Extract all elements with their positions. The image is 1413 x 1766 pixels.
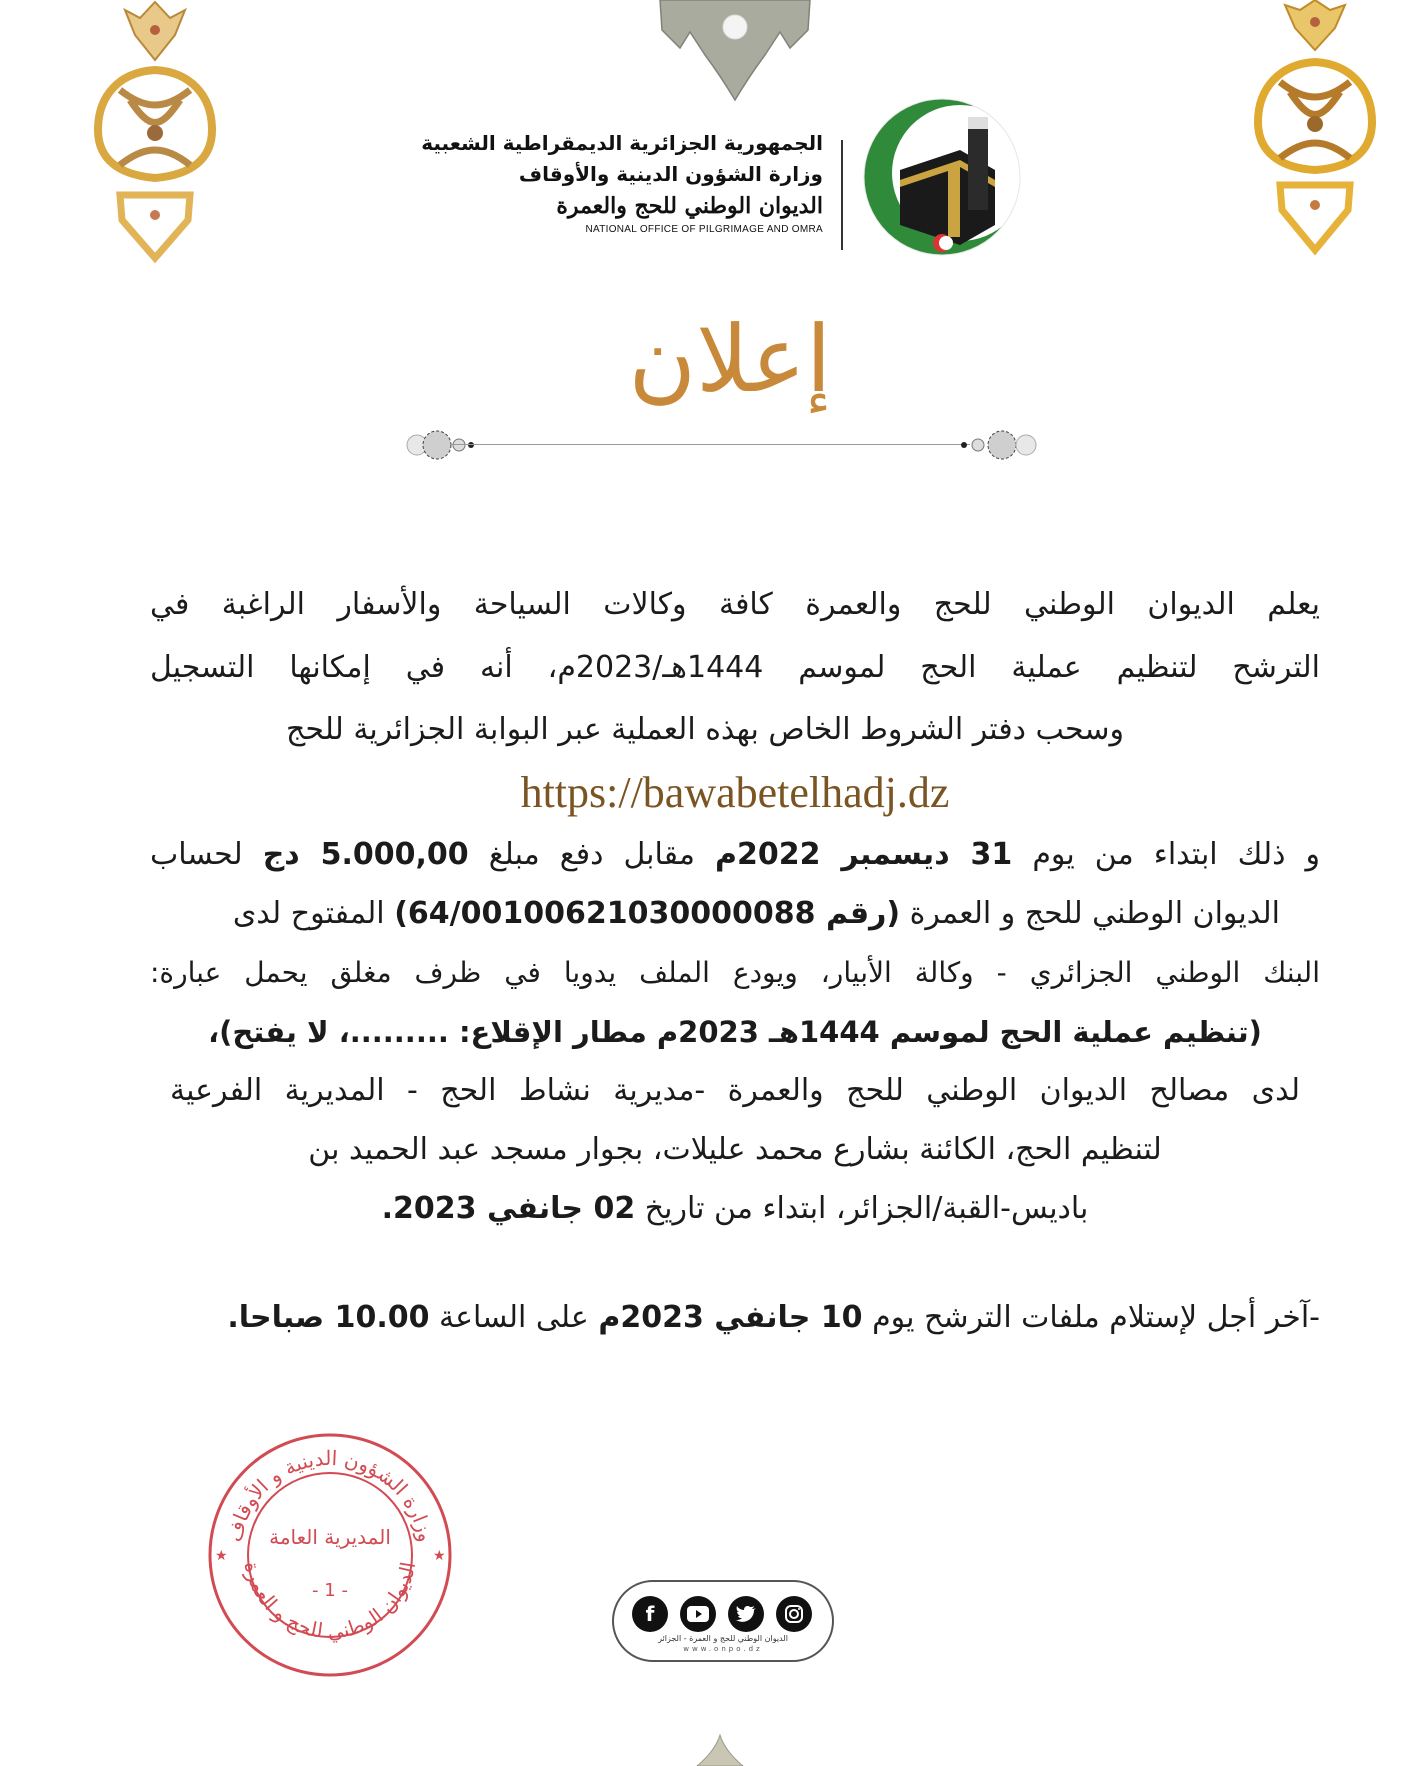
start-text: و ذلك ابتداء من يوم <box>1032 837 1320 872</box>
svg-text:الديوان الوطني للحج و العمرة <box>240 1560 421 1645</box>
stamp-outer-bottom: الديوان الوطني للحج و العمرة <box>239 1559 421 1644</box>
body-line-6 <box>150 892 1320 936</box>
republic-name: الجمهورية الجزائرية الديمقراطية الشعبية <box>421 131 823 155</box>
body-line-2: الترشح لتنظيم عملية الحج لموسم 1444هـ/2023م، أنه في إمكانها التسجيل <box>150 650 1320 685</box>
header-separator <box>841 140 843 250</box>
deadline-text: -آخر أجل لإستلام ملفات الترشح يوم <box>872 1300 1320 1335</box>
envelope-label: (تنظيم عملية الحج لموسم 1444هـ 2023م مطار الإقلاع: .........، لا يفتح)، <box>208 1015 1262 1049</box>
deadline-hour-text: على الساعة <box>439 1300 589 1335</box>
left-ornament-icon <box>90 0 220 270</box>
stamp-number: - 1 - <box>312 1580 348 1601</box>
payment-text: مقابل دفع مبلغ <box>488 837 695 872</box>
payment-amount: 5.000,00 دج <box>262 837 469 872</box>
bottom-ornament-icon <box>695 1733 745 1766</box>
social-media-bar <box>612 1580 834 1662</box>
svg-text:★: ★ <box>215 1548 228 1564</box>
divider-right-filigree-icon <box>960 428 1060 462</box>
svg-text:★: ★ <box>433 1548 446 1564</box>
start-date: 31 ديسمبر 2022م <box>714 837 1013 872</box>
title-divider <box>450 444 970 445</box>
top-center-ornament-icon <box>640 0 830 105</box>
stamp-outer-top: وزارة الشؤون الدينية و الأوقاف <box>221 1445 438 1545</box>
body-line-9: لدى مصالح الديوان الوطني للحج والعمرة -مديرية نشاط الحج - المديرية الفرعية <box>170 1073 1300 1108</box>
body-line-10: لتنظيم الحج، الكائنة بشارع محمد عليلات، بجوار مسجد عبد الحميد بن <box>308 1132 1162 1167</box>
divider-left-filigree-icon <box>405 428 475 462</box>
body-line-11 <box>150 1187 1320 1231</box>
body-line-5 <box>150 833 1320 877</box>
reception-start-date: 02 جانفي 2023. <box>381 1191 636 1226</box>
kaaba-crescent-logo-icon <box>860 95 1025 260</box>
deadline-date: 10 جانفي 2023م <box>598 1300 863 1335</box>
youtube-icon[interactable] <box>680 1596 716 1632</box>
social-caption: الديوان الوطني للحج و العمرة - الجزائر <box>658 1634 788 1643</box>
facebook-icon[interactable]: f <box>632 1596 668 1632</box>
instagram-icon[interactable] <box>776 1596 812 1632</box>
stamp-center: المديرية العامة <box>269 1525 391 1549</box>
account-text: لحساب <box>150 837 243 872</box>
account-number: (رقم 64/00100621030000088) <box>394 896 901 931</box>
body-line-7: البنك الوطني الجزائري - وكالة الأبيار، ويودع الملف يدويا في ظرف مغلق يحمل عبارة: <box>150 956 1320 989</box>
body-line-3: وسحب دفتر الشروط الخاص بهذه العملية عبر البوابة الجزائرية للحج <box>285 712 1125 747</box>
portal-link[interactable]: https://bawabetelhadj.dz <box>520 768 950 817</box>
deadline-hour: 10.00 صباحا. <box>227 1300 430 1335</box>
opened-at-text: المفتوح لدى <box>232 896 385 931</box>
ministry-name: وزارة الشؤون الدينية والأوقاف <box>518 162 823 186</box>
right-ornament-icon <box>1250 0 1380 260</box>
stamp-rings-icon <box>205 1430 455 1680</box>
website-address[interactable]: www.onpo.dz <box>683 1645 763 1653</box>
office-name-arabic: الديوان الوطني للحج والعمرة <box>556 193 823 219</box>
office-text: الديوان الوطني للحج و العمرة <box>909 896 1280 931</box>
header-text <box>403 128 823 237</box>
deadline-line <box>140 1296 1320 1340</box>
twitter-icon[interactable] <box>728 1596 764 1632</box>
body-line-1: يعلم الديوان الوطني للحج والعمرة كافة وكالات السياحة والأسفار الراغبة في <box>150 587 1320 622</box>
address-text: باديس-القبة/الجزائر، ابتداء من تاريخ <box>644 1191 1089 1226</box>
page-title: إعلان <box>628 306 832 413</box>
office-name-english: NATIONAL OFFICE OF PILGRIMAGE AND OMRA <box>585 224 823 235</box>
